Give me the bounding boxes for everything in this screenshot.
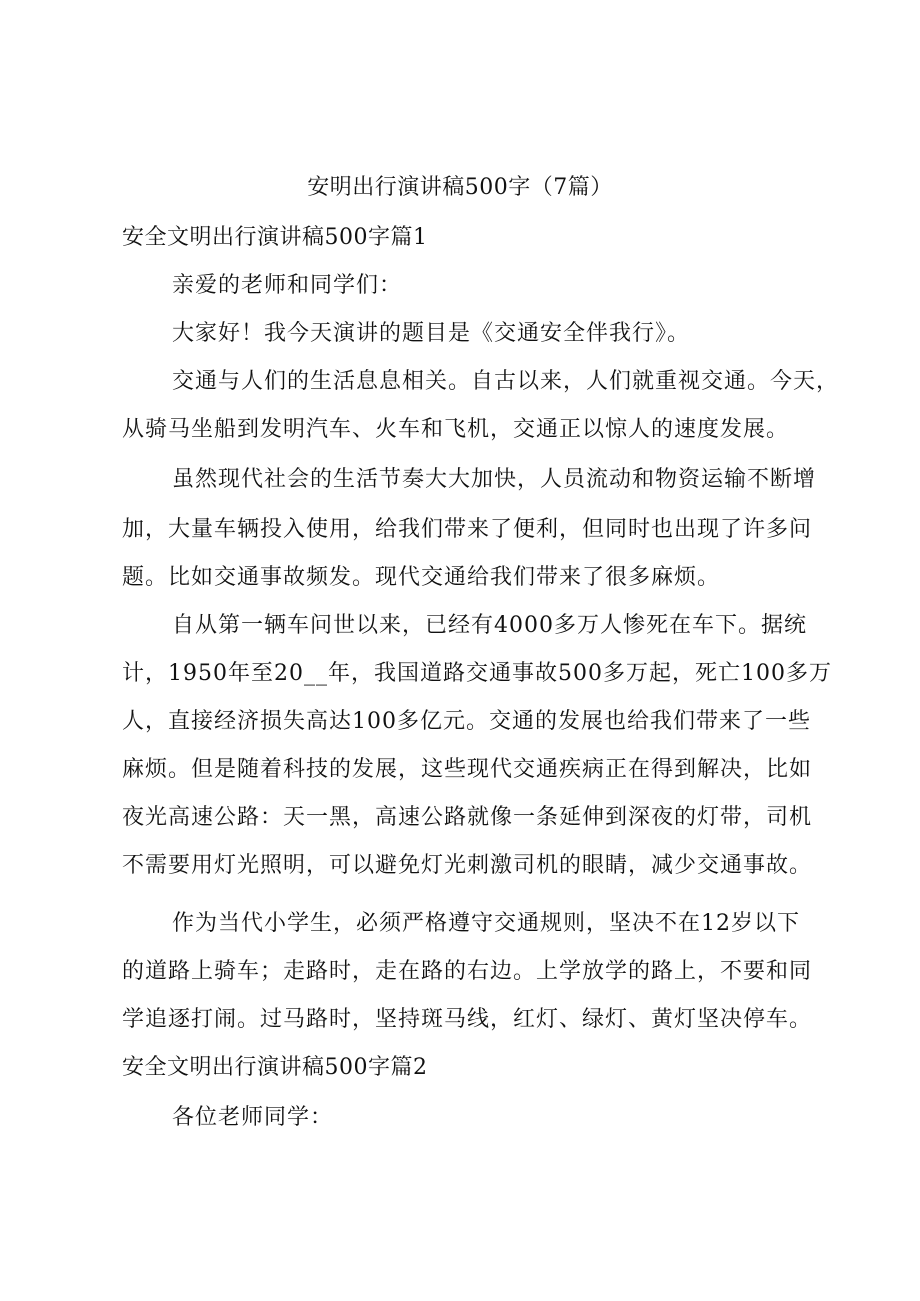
paragraph-4-line-5: 夜光高速公路：天一黑，高速公路就像一条延伸到深夜的灯带，司机 — [122, 805, 813, 830]
paragraph-3-line-3: 题。比如交通事故频发。现代交通给我们带来了很多麻烦。 — [122, 565, 721, 590]
section-heading-1: 安全文明出行演讲稿500字篇1 — [122, 225, 428, 250]
paragraph-4-line-6: 不需要用灯光照明，可以避免灯光刺激司机的眼睛，减少交通事故。 — [122, 853, 813, 878]
paragraph-4-line-3: 人，直接经济损失高达100多亿元。交通的发展也给我们带来了一些 — [122, 709, 811, 734]
paragraph-2-line-1: 交通与人们的生活息息相关。自古以来，人们就重视交通。今天， — [172, 369, 840, 394]
salutation-1: 亲爱的老师和同学们： — [172, 273, 403, 298]
paragraph-5-line-2: 的道路上骑车；走路时，走在路的右边。上学放学的路上，不要和同 — [122, 959, 813, 984]
paragraph-5-line-1: 作为当代小学生，必须严格遵守交通规则，坚决不在12岁以下 — [172, 911, 800, 936]
paragraph-4-line-1: 自从第一辆车问世以来，已经有4000多万人惨死在车下。据统 — [172, 613, 807, 638]
paragraph-1: 大家好！我今天演讲的题目是《交通安全伴我行》。 — [172, 321, 691, 346]
salutation-2: 各位老师同学： — [172, 1105, 334, 1130]
paragraph-5-line-3: 学追逐打闹。过马路时，坚持斑马线，红灯、绿灯、黄灯坚决停车。 — [122, 1007, 813, 1032]
document-title: 安明出行演讲稿500字（7篇） — [307, 175, 613, 200]
paragraph-3-line-2: 加，大量车辆投入使用，给我们带来了便利，但同时也出现了许多问 — [122, 517, 813, 542]
paragraph-2-line-2: 从骑马坐船到发明汽车、火车和飞机，交通正以惊人的速度发展。 — [122, 417, 790, 442]
section-heading-2: 安全文明出行演讲稿500字篇2 — [122, 1055, 428, 1080]
paragraph-4-line-4: 麻烦。但是随着科技的发展，这些现代交通疾病正在得到解决，比如 — [122, 757, 813, 782]
paragraph-3-line-1: 虽然现代社会的生活节奏大大加快，人员流动和物资运输不断增 — [172, 467, 817, 492]
paragraph-4-line-2: 计，1950年至20__年，我国道路交通事故500多万起，死亡100多万 — [122, 661, 832, 686]
